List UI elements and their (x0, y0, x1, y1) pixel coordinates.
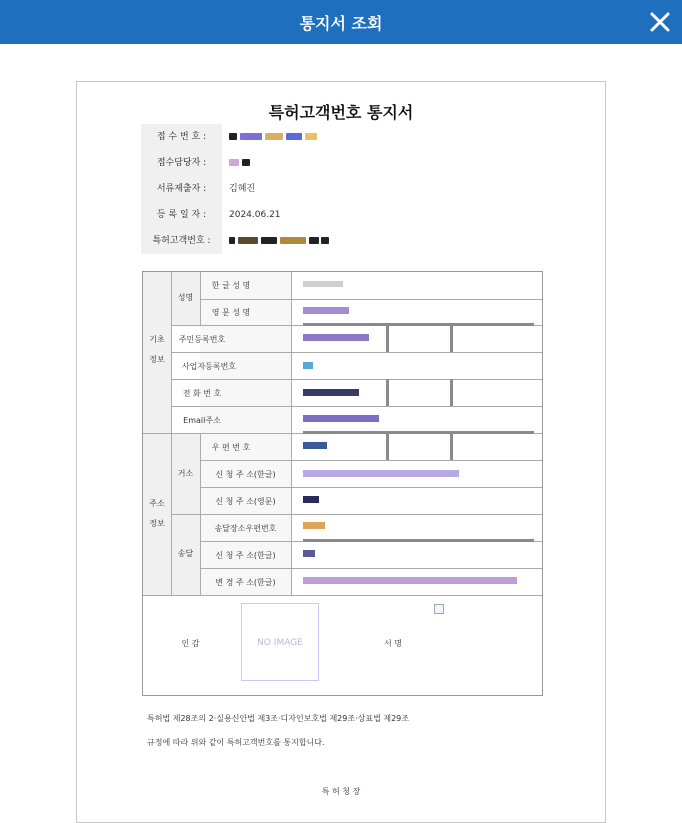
value-email (303, 415, 379, 422)
customer-number-value (229, 228, 329, 254)
row-label-address-korean: 신 청 주 소(한글) (215, 470, 276, 479)
row-label-changed-address: 변 경 주 소(한글) (215, 578, 276, 587)
notice-document (76, 81, 606, 823)
close-icon[interactable] (648, 10, 672, 34)
row-label-postal-code: 우 편 번 호 (211, 443, 251, 452)
dialog-title: 통지서 조회 (299, 14, 383, 33)
row-label-korean-name: 한 글 성 명 (211, 281, 251, 290)
receipt-number-label: 접 수 번 호 : (141, 124, 222, 150)
name-subgroup-label: 성명 (177, 293, 194, 302)
value-phone (303, 389, 359, 396)
split-bar-delivery (303, 539, 534, 542)
value-delivery-address (303, 550, 315, 557)
row-label-phone: 전 화 번 호 (182, 389, 222, 398)
group-label-basic: 기초 정보 (149, 335, 165, 364)
row-label-business-number: 사업자등록번호 (181, 362, 237, 371)
receipt-staff-value (229, 150, 250, 176)
split-sep-3 (386, 379, 389, 406)
value-address-korean (303, 470, 459, 477)
value-english-name (303, 307, 349, 314)
split-sep-5 (386, 433, 389, 460)
split-sep-4 (450, 379, 453, 406)
issuer-text: 특 허 청 장 (321, 787, 361, 796)
row-label-english-name: 영 문 성 명 (211, 308, 251, 317)
value-delivery-postal (303, 522, 325, 529)
group-label-address: 주소 정보 (149, 499, 165, 528)
value-postal-code (303, 442, 327, 449)
seal-image-placeholder: NO IMAGE (241, 603, 319, 681)
registration-date-label: 등 록 일 자 : (141, 202, 222, 228)
row-label-resident-number: 주민등록번호 (178, 335, 226, 344)
signature-image-icon (434, 604, 444, 614)
value-resident-number (303, 334, 369, 341)
value-korean-name (303, 281, 343, 287)
customer-info-table (142, 271, 543, 696)
row-label-address-english: 신 청 주 소(영문) (215, 497, 276, 506)
value-business-number (303, 362, 313, 369)
submitter-value: 김혜진 (229, 184, 256, 194)
seal-label: 인 감 (181, 639, 200, 648)
split-sep-6 (450, 433, 453, 460)
split-bar-address (303, 431, 534, 434)
document-title: 특허고객번호 통지서 (268, 103, 414, 122)
delivery-subgroup-label: 송달 (177, 549, 194, 558)
row-label-delivery-postal: 송달장소우편번호 (214, 524, 277, 533)
signature-label: 서 명 (384, 639, 402, 648)
split-sep-2 (450, 325, 453, 352)
row-label-email: Email주소 (183, 416, 221, 425)
split-bar-basic (303, 323, 534, 326)
header-bar (0, 0, 682, 44)
registration-date-value: 2024.06.21 (229, 210, 281, 220)
receipt-staff-label: 접수담당자 : (141, 150, 222, 176)
row-label-delivery-address: 신 청 주 소(한글) (215, 551, 276, 560)
value-address-english (303, 496, 319, 503)
value-changed-address (303, 577, 517, 584)
customer-number-label: 특허고객번호 : (141, 228, 222, 254)
notice-statement-text: 규정에 따라 위와 같이 특허고객번호를 통지합니다. (147, 738, 325, 747)
receipt-number-value (229, 124, 317, 150)
split-sep-1 (386, 325, 389, 352)
submitter-label: 서류제출자 : (141, 176, 222, 202)
legal-basis-text: 특허법 제28조의 2·실용신안법 제3조·디자인보호법 제29조·상표법 제29조 (147, 714, 409, 723)
residence-subgroup-label: 거소 (177, 469, 194, 478)
